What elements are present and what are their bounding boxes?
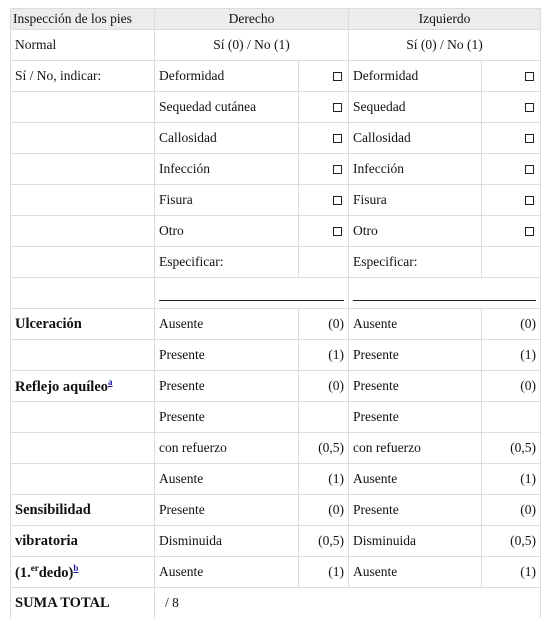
condition-row (11, 185, 541, 216)
option-right-score: (1) (299, 557, 349, 588)
option-left-label: Presente (349, 340, 482, 371)
condition-row (11, 61, 541, 92)
header-right-foot: Derecho (155, 9, 349, 30)
option-left-label: Disminuida (349, 526, 482, 557)
vibration-label-line2: vibratoria (11, 526, 155, 557)
checkbox-left-dryness[interactable] (525, 103, 534, 112)
condition-row (11, 216, 541, 247)
vibration-row (11, 557, 541, 588)
option-left-label: Ausente (349, 557, 482, 588)
option-right-label: Presente (155, 402, 299, 433)
condition-left-label: Fisura (349, 185, 482, 216)
condition-right-label: Sequedad cutánea (155, 92, 299, 123)
option-left-label: Presente (349, 371, 482, 402)
checkbox-right-infection[interactable] (333, 165, 342, 174)
total-value: / 8 (155, 588, 541, 619)
option-right-label: Ausente (155, 557, 299, 588)
specify-left-line[interactable] (353, 300, 536, 301)
option-right-label: Ausente (155, 464, 299, 495)
checkbox-left-fissure[interactable] (525, 196, 534, 205)
condition-left-label: Sequedad (349, 92, 482, 123)
option-right-label: Presente (155, 371, 299, 402)
normal-row (11, 30, 541, 61)
normal-right: Sí (0) / No (1) (155, 30, 349, 61)
specify-line-row (11, 278, 541, 309)
option-left-score: (0,5) (482, 433, 541, 464)
vibration-row (11, 526, 541, 557)
option-right-score: (0) (299, 371, 349, 402)
option-left-score: (0) (482, 371, 541, 402)
condition-left-label: Infección (349, 154, 482, 185)
vibration-label-line1: Sensibilidad (11, 495, 155, 526)
header-inspection: Inspección de los pies (11, 9, 155, 30)
condition-right-label: Otro (155, 216, 299, 247)
checkbox-left-other[interactable] (525, 227, 534, 236)
checkbox-left-deformity[interactable] (525, 72, 534, 81)
ulceration-label: Ulceración (11, 309, 155, 340)
option-left-score: (1) (482, 557, 541, 588)
option-left-label: Presente (349, 402, 482, 433)
checkbox-left-callus[interactable] (525, 134, 534, 143)
achilles-row (11, 464, 541, 495)
condition-row (11, 123, 541, 154)
total-row (11, 588, 541, 619)
option-left-score: (1) (482, 464, 541, 495)
checkbox-right-other[interactable] (333, 227, 342, 236)
option-left-label: con refuerzo (349, 433, 482, 464)
option-right-score: (0) (299, 495, 349, 526)
normal-label: Normal (11, 30, 155, 61)
header-row (11, 9, 541, 30)
condition-left-label: Deformidad (349, 61, 482, 92)
condition-right-label: Fisura (155, 185, 299, 216)
indicate-label: Sí / No, indicar: (11, 61, 155, 92)
achilles-row (11, 433, 541, 464)
condition-left-label: Callosidad (349, 123, 482, 154)
specify-row (11, 247, 541, 278)
checkbox-right-callus[interactable] (333, 134, 342, 143)
footnote-a-link[interactable]: a (108, 376, 113, 387)
specify-right-label: Especificar: (155, 247, 299, 278)
option-left-label: Presente (349, 495, 482, 526)
achilles-row (11, 402, 541, 433)
specify-right-line[interactable] (159, 300, 344, 301)
total-label: SUMA TOTAL (11, 588, 155, 619)
option-right-score: (1) (299, 464, 349, 495)
checkbox-left-infection[interactable] (525, 165, 534, 174)
achilles-row (11, 371, 541, 402)
option-right-label: Disminuida (155, 526, 299, 557)
option-right-score: (0,5) (299, 433, 349, 464)
option-left-score: (0) (482, 309, 541, 340)
option-right-score: (1) (299, 340, 349, 371)
normal-left: Sí (0) / No (1) (349, 30, 541, 61)
checkbox-right-dryness[interactable] (333, 103, 342, 112)
vibration-label-line3: (1.$^{er}$dedo)$^b$ (11, 557, 155, 588)
checkbox-right-deformity[interactable] (333, 72, 342, 81)
option-right-label: con refuerzo (155, 433, 299, 464)
condition-row (11, 154, 541, 185)
condition-right-label: Deformidad (155, 61, 299, 92)
option-left-score: (0,5) (482, 526, 541, 557)
option-left-score: (0) (482, 495, 541, 526)
condition-right-label: Callosidad (155, 123, 299, 154)
option-right-score: (0,5) (299, 526, 349, 557)
achilles-label: Reflejo aquíleo$^a$ (11, 371, 155, 402)
checkbox-right-fissure[interactable] (333, 196, 342, 205)
footnote-b-link[interactable]: b (73, 562, 79, 573)
foot-inspection-table (10, 8, 541, 618)
option-right-score: (0) (299, 309, 349, 340)
vibration-row (11, 495, 541, 526)
option-left-label: Ausente (349, 309, 482, 340)
ulceration-row (11, 309, 541, 340)
option-left-score: (1) (482, 340, 541, 371)
option-right-label: Presente (155, 495, 299, 526)
specify-left-label: Especificar: (349, 247, 482, 278)
option-right-label: Ausente (155, 309, 299, 340)
option-left-label: Ausente (349, 464, 482, 495)
condition-row (11, 92, 541, 123)
ulceration-row (11, 340, 541, 371)
condition-left-label: Otro (349, 216, 482, 247)
option-right-label: Presente (155, 340, 299, 371)
header-left-foot: Izquierdo (349, 9, 541, 30)
condition-right-label: Infección (155, 154, 299, 185)
